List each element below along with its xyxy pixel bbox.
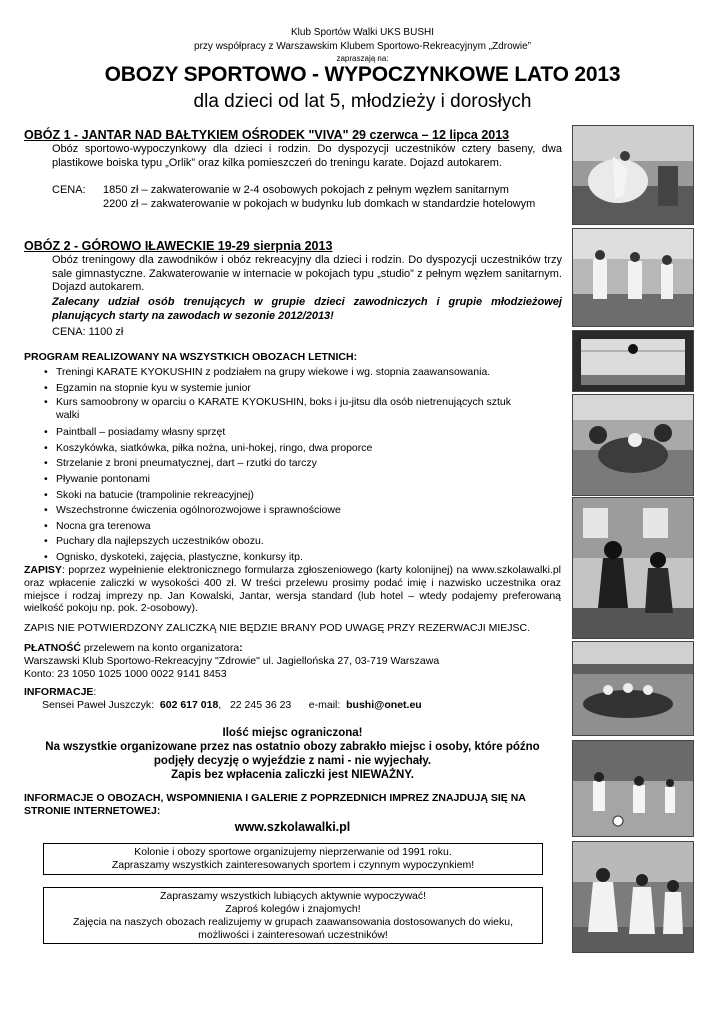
payment-account: Konto: 23 1050 1025 1000 0022 9141 8453	[24, 668, 227, 680]
list-item: • Egzamin na stopnie kyu w systemie junior	[42, 381, 537, 397]
payment-colon: :	[239, 642, 243, 654]
list-item: • Treningi KARATE KYOKUSHIN z podziałem na grupy wiekowe i wg. stopnia zaawansowania.	[42, 365, 537, 381]
notice-line-4: Zapis bez wpłacenia zaliczki jest NIEWAŻNY.	[171, 769, 414, 781]
registration-warning: ZAPIS NIE POTWIERDZONY ZALICZKĄ NIE BĘDZIE BRANY POD UWAGĘ PRZY REZERWACJI MIEJSC.	[24, 622, 531, 634]
photo-karate-class-image	[573, 842, 693, 952]
box1-line-1: Kolonie i obozy sportowe organizujemy nieprzerwanie od 1991 roku.	[134, 846, 452, 858]
camp1-price-label: CENA:	[52, 184, 86, 196]
photo-karate-outdoor-image	[573, 229, 693, 326]
list-item: • Nocna gra terenowa	[42, 519, 537, 535]
photo-karate-class	[572, 841, 694, 953]
page-subtitle: dla dzieci od lat 5, młodzieży i dorosłych	[193, 91, 532, 112]
list-item: • Skoki na batucie (trampolinie rekreacyjnej)	[42, 488, 537, 504]
info-label-line	[24, 686, 96, 698]
list-item: • Ognisko, dyskoteki, zajęcia, plastyczne, konkursy itp.	[42, 550, 537, 566]
contact-line	[42, 699, 422, 711]
email-link[interactable]: bushi@onet.eu	[346, 699, 422, 711]
camp2-recommendation: Zalecany udział osób trenujących w grupie dzieci zawodniczych i grupie młodzieżowej planujących starty na zawodach w sezonie 2012/2013!	[52, 296, 562, 322]
cooperation-line: przy współpracy z Warszawskim Klubem Sportowo-Rekreacyjnym „Zdrowie”	[194, 41, 531, 52]
program-heading: PROGRAM REALIZOWANY NA WSZYSTKICH OBOZACH LETNICH:	[24, 351, 358, 363]
photo-pontoon	[572, 641, 694, 736]
photo-football-image	[573, 741, 693, 836]
registration-text	[24, 564, 561, 615]
list-item: • Koszykówka, siatkówka, piłka nożna, uni-hokej, ringo, dwa proporce	[42, 441, 537, 457]
notice-line-1: Ilość miejsc ograniczona!	[222, 727, 363, 739]
phone-primary[interactable]: 602 617 018	[159, 699, 219, 711]
camp1-description: Obóz sportowo-wypoczynkowy dla dzieci i rodzin. Do dyspozycji uczestników cztery baseny, dwa plastikowe boiska typu „Orlik” oraz kilka pomieszczeń do treningu karate. Dojazd autokarem.	[52, 143, 562, 169]
box2-line-2: Zaproś kolegów i znajomych!	[225, 903, 361, 915]
photo-football	[572, 740, 694, 837]
box2-line-4: możliwości i zainteresowań uczestników!	[198, 929, 388, 941]
registration-body: : poprzez wypełnienie elektronicznego formularza zgłoszeniowego (karty kolonijnej) na www.szkolawalki.pl oraz wpłacenie zaliczki w wysokości 400 zł. W treści przelewu prosimy podać imię i nazwisko uczestnika oraz miejsce i rodzaj imprezy np. Jan Kowalski, Jantar, wersja standard (lub hotel – wtedy podajemy preferowaną wielkość pokoju np. pok. 2-osobowy).	[24, 564, 561, 615]
program-list	[42, 365, 537, 566]
list-item: • Paintball – posiadamy własny sprzęt	[42, 425, 537, 441]
payment-line	[24, 642, 243, 654]
notice-line-2: Na wszystkie organizowane przez nas ostatnio obozy zabrakło miejsc i osoby, które późno	[45, 741, 540, 753]
list-item: • Wszechstronne ćwiczenia ogólnorozwojowe i sprawnościowe	[42, 503, 537, 519]
payment-label: PŁATNOŚĆ	[24, 642, 81, 654]
camp2-price: CENA: 1100 zł	[52, 326, 124, 338]
photo-trampoline	[572, 330, 694, 392]
club-name: Klub Sportów Walki UKS BUSHI	[290, 27, 434, 38]
list-item: • Kurs samoobrony w oparciu o KARATE KYOKUSHIN, boks i ju-jitsu dla osób nietrenujących sztuk walki	[42, 396, 537, 425]
payment-label-rest: przelewem na konto organizatora	[80, 642, 240, 654]
notice-line-3: podjęły decyzję o wyjeździe z nami - nie wyjechały.	[153, 755, 432, 767]
photo-water-fun	[572, 394, 694, 496]
list-item: • Strzelanie z broni pneumatycznej, dart – rzutki do tarczy	[42, 456, 537, 472]
box2-line-1: Zapraszamy wszystkich lubiących aktywnie wypoczywać!	[159, 890, 427, 902]
contact-prefix: Sensei Paweł Juszczyk:	[42, 699, 160, 711]
info-label: INFORMACJE	[24, 686, 94, 698]
website-url[interactable]: www.szkolawalki.pl	[234, 820, 351, 834]
list-item: • Puchary dla najlepszych uczestników obozu.	[42, 534, 537, 550]
registration-label: ZAPISY	[24, 564, 62, 576]
photo-trampoline-image	[573, 331, 693, 391]
camp1-price-1: 1850 zł – zakwaterowanie w 2-4 osobowych pokojach z pełnym węzłem sanitarnym	[103, 184, 509, 196]
photo-water-fun-image	[573, 395, 693, 495]
photo-karate-splash	[572, 125, 694, 225]
camp1-heading: OBÓZ 1 - JANTAR NAD BAŁTYKIEM OŚRODEK "VIVA" 29 czerwca – 12 lipca 2013	[24, 128, 510, 142]
website-info: INFORMACJE O OBOZACH, WSPOMNIENIA I GALERIE Z POPRZEDNICH IMPREZ ZNAJDUJĄ SIĘ NA STRONIE INTERNETOWEJ:	[24, 792, 526, 817]
contact-middle: , 22 245 36 23 e-mail:	[218, 699, 347, 711]
list-item: • Pływanie pontonami	[42, 472, 537, 488]
photo-paintball-image	[573, 498, 693, 638]
invite-line: zapraszają na:	[336, 54, 389, 63]
photo-pontoon-image	[573, 642, 693, 735]
photo-paintball	[572, 497, 694, 639]
camp2-heading: OBÓZ 2 - GÓROWO IŁAWECKIE 19-29 sierpnia 2013	[24, 239, 333, 253]
page-title: OBOZY SPORTOWO - WYPOCZYNKOWE LATO 2013	[104, 63, 621, 86]
payment-organizer: Warszawski Klub Sportowo-Rekreacyjny "Zdrowie" ul. Jagiellońska 27, 03-719 Warszawa	[24, 655, 440, 667]
info-colon: :	[93, 686, 97, 698]
notice-block	[24, 726, 561, 782]
box2-line-3: Zajęcia na naszych obozach realizujemy w grupach zaawansowania dostosowanych do wieku,	[72, 916, 514, 928]
photo-karate-outdoor	[572, 228, 694, 327]
box1-line-2: Zapraszamy wszystkich zainteresowanych sportem i czynnym wypoczynkiem!	[111, 859, 475, 871]
camp1-price-2: 2200 zł – zakwaterowanie w pokojach w budynku lub domkach w standardzie hotelowym	[103, 198, 536, 210]
camp2-description: Obóz treningowy dla zawodników i obóz rekreacyjny dla dzieci i rodzin. Do dyspozycji uczestników trzy sale gimnastyczne. Zakwaterowanie w internacie w pokojach typu „studio” z pełnym węzłem sanitarnym. Dojazd autokarem.	[52, 254, 562, 293]
photo-karate-splash-image	[573, 126, 693, 224]
info-box-invitation	[43, 887, 543, 944]
info-box-history	[43, 843, 543, 875]
